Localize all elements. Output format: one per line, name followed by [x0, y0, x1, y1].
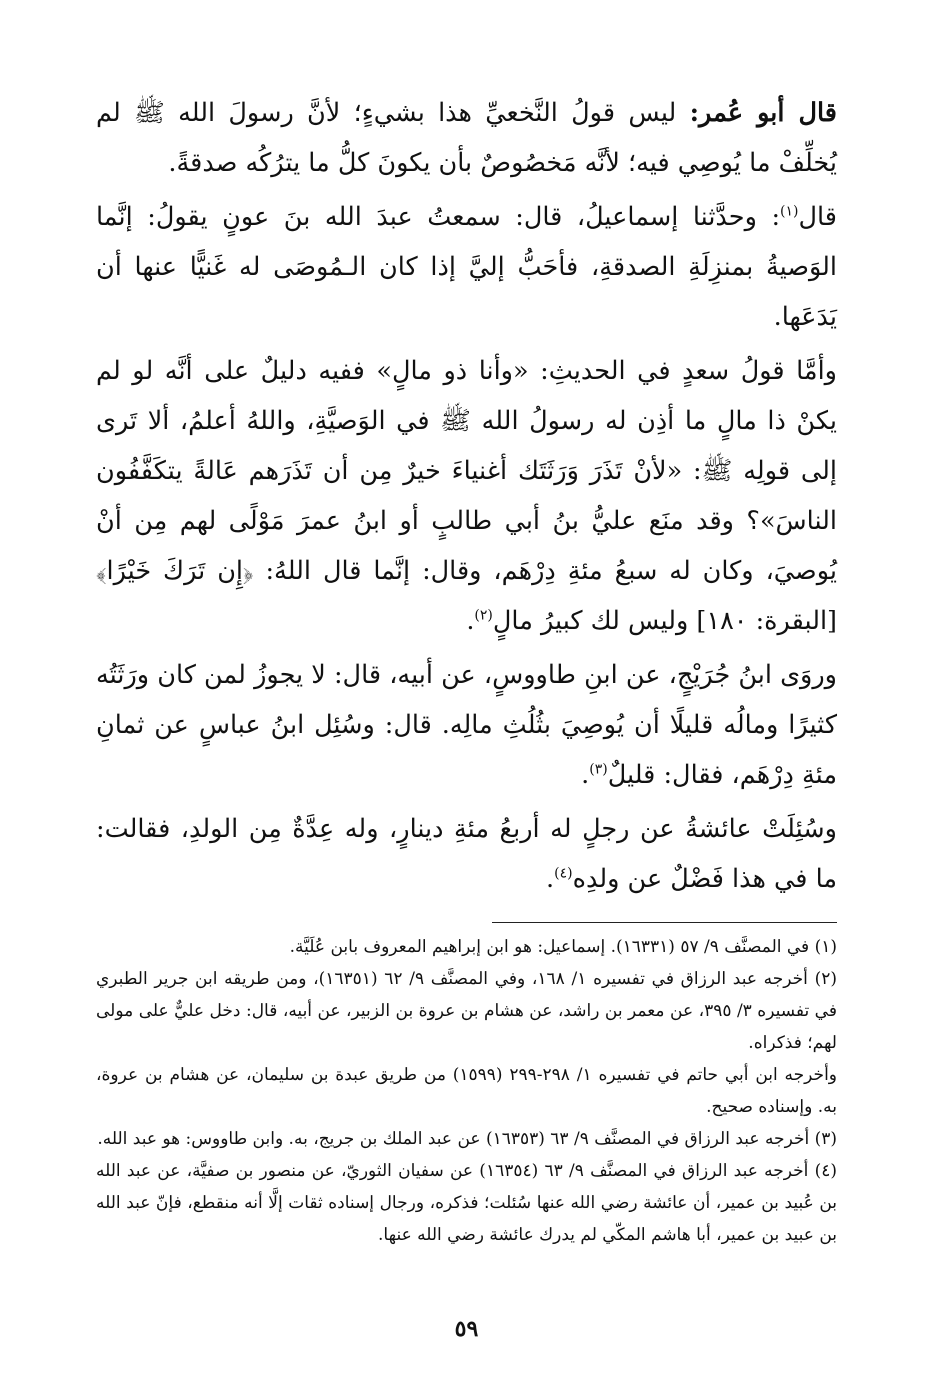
paragraph-text: وأمَّا قولُ سعدٍ في الحديثِ: «وأنا ذو مالٍ» ففيه دليلٌ على أنَّه لو لم يكنْ ذا مالٍ ما أذِن له رسولُ الله ﷺ في الوَصيَّةِ، واللهُ أعلمُ، ألا تَرى إلى قولِه ﷺ: «لأنْ تَذَرَ وَرَثَتَك أغنياءَ خيرٌ مِن أن تَذَرَهم عَالةً يتكَفَّفُون الناسَ»؟ وقد منَع عليُّ بنُ أبي طالبٍ أو ابنُ عمرَ مَوْلًى لهم مِن أنْ يُوصيَ، وكان له سبعُ مئةِ دِرْهَم، وقال: إنَّما قال اللهُ: ﴿إِن تَرَكَ خَيْرًا﴾ [البقرة: ١٨٠] وليس لك كبيرُ مالٍ — [96, 356, 837, 636]
paragraph-1 — [96, 88, 837, 188]
paragraph-5 — [96, 804, 837, 904]
paragraph-lead: قال أبو عُمر: — [689, 98, 837, 128]
paragraph-text: وسُئِلَتْ عائشةُ عن رجلٍ له أربعُ مئةِ دينارٍ، وله عِدَّةٌ مِن الولدِ، فقالت: ما في هذا فَضْلٌ عن ولدِه — [96, 814, 837, 894]
paragraph-text: قال — [798, 202, 837, 232]
footnote-1: (١) في المصنَّف ٩/ ٥٧ (١٦٣٣١). إسماعيل: هو ابن إبراهيم المعروف بابن عُلَيَّة. — [289, 937, 837, 957]
footnote-2-continued: وأخرجه ابن أبي حاتم في تفسيره ١/ ٢٩٨-٢٩٩ (١٥٩٩) من طريق عبدة بن سليمان، عن هشام بن عروة، به. وإسناده صحيح. — [96, 1065, 838, 1117]
paragraph-text-rest: . — [581, 760, 590, 790]
footnotes — [96, 931, 837, 1251]
footnote-4: (٤) أخرجه عبد الرزاق في المصنَّف ٩/ ٦٣ (١٦٣٥٤) عن سفيان الثوريّ، عن منصور بن صفيَّة، عن عبد الله بن عُبيد بن عمير، أن عائشة رضي الله عنها سُئلت؛ فذكره، ورجال إسناده ثقات إلَّا أنه منقطع، فإنّ عبد الله بن عبيد بن عمير، أبا هاشم المكّي لم يدرك عائشة رضي الله عنها. — [96, 1161, 837, 1245]
paragraph-4 — [96, 650, 837, 800]
paragraph-2 — [96, 192, 837, 342]
footnote-3: (٣) أخرجه عبد الرزاق في المصنَّف ٩/ ٦٣ (١٦٣٥٣) عن عبد الملك بن جريج، به. وابن طاووس: هو عبد الله. — [97, 1129, 837, 1149]
footnote-ref-1[interactable]: (١) — [780, 203, 799, 220]
footnote-ref-4[interactable]: (٤) — [554, 865, 573, 882]
paragraph-text-rest: : وحدَّثنا إسماعيلُ، قال: سمعتُ عبدَ الله بنَ عونٍ يقولُ: إنَّما الوَصيةُ بمنزِلَةِ الصدقةِ، فأحَبُّ إليَّ إذا كان الـمُوصَى له غَنيًّا عنها أن يَدَعَها. — [96, 202, 837, 332]
paragraph-text: ليس قولُ النَّخعيِّ هذا بشيءٍ؛ لأنَّ رسولَ الله ﷺ لم يُخلِّفْ ما يُوصِي فيه؛ لأنَّه مَخصُوصٌ بأن يكونَ كلُّ ما يترُكُه صدقةً. — [96, 98, 837, 178]
footnote-ref-3[interactable]: (٣) — [589, 761, 608, 778]
paragraph-3 — [96, 346, 837, 646]
footnote-2: (٢) أخرجه عبد الرزاق في تفسيره ١/ ١٦٨، وفي المصنَّف ٩/ ٦٢ (١٦٣٥١)، ومن طريقه ابن جرير الطبري في تفسيره ٣/ ٣٩٥، عن معمر بن راشد، عن هشام بن عروة بن الزبير، عن أبيه، قال: دخل عليٌّ على مولى لهم؛ فذكراه. — [96, 969, 838, 1053]
paragraph-text-rest: . — [546, 864, 555, 894]
paragraph-text: وروَى ابنُ جُرَيْجٍ، عن ابنِ طاووسٍ، عن أبيه، قال: لا يجوزُ لمن كان ورَثَتُه كثيرًا ومالُه قليلًا أن يُوصِيَ بثُلُثِ مالِه. قال: وسُئِل ابنُ عباسٍ عن ثمانِ مئةِ دِرْهَم، فقال: قليلٌ — [96, 660, 837, 790]
page-number: ٥٩ — [454, 1316, 479, 1342]
main-text — [96, 88, 837, 904]
footnote-ref-2[interactable]: (٢) — [474, 607, 493, 624]
paragraph-text-rest: . — [466, 606, 475, 636]
footnote-separator — [492, 922, 837, 923]
